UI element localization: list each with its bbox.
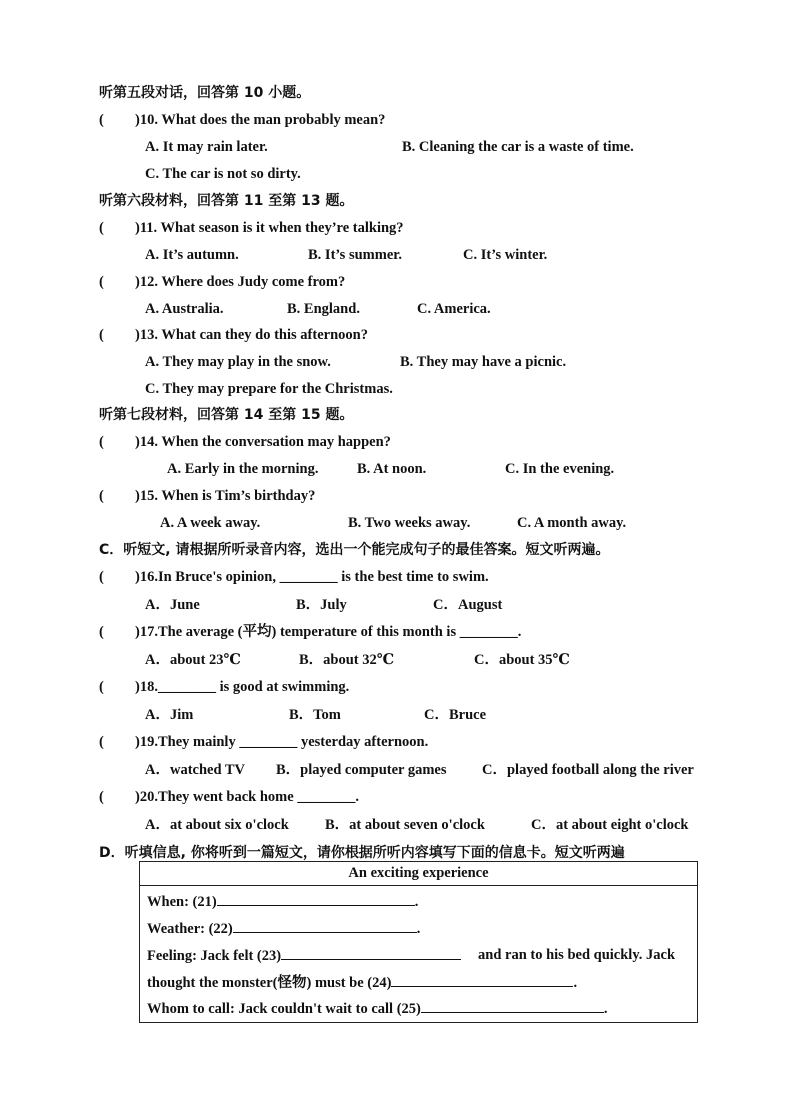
- when-label: When: (21): [147, 894, 217, 910]
- q17-option-b: B．about 32℃: [299, 652, 395, 668]
- q10-paren: (: [99, 112, 104, 128]
- q10-option-b: B. Cleaning the car is a waste of time.: [402, 139, 634, 155]
- q14-stem: )14. When the conversation may happen?: [135, 434, 391, 450]
- q16-option-b: B．July: [296, 597, 347, 613]
- feeling-line: [147, 945, 461, 966]
- q15-stem: )15. When is Tim’s birthday?: [135, 488, 316, 504]
- section-7-heading: 听第七段材料，回答第 14 至第 15 题。: [99, 407, 354, 423]
- part-d-heading: D．听填信息, 你将听到一篇短文，请你根据所听内容填写下面的信息卡。短文听两遍: [99, 845, 625, 861]
- monster-label: thought the monster(怪物) must be (24): [147, 975, 392, 991]
- q20-stem: )20.They went back home ________.: [135, 789, 359, 805]
- q17-option-c: C．about 35℃: [474, 652, 570, 668]
- info-card-title: An exciting experience: [140, 862, 697, 886]
- weather-label: Weather: (22): [147, 921, 233, 937]
- q17-option-a: A．about 23℃: [145, 652, 241, 668]
- q13-option-b: B. They may have a picnic.: [400, 354, 567, 370]
- q17-paren: (: [99, 624, 104, 640]
- q12-paren: (: [99, 274, 104, 290]
- monster-line: [147, 972, 577, 993]
- q11-stem: )11. What season is it when they’re talking?: [135, 220, 404, 236]
- q12-option-b: B. England.: [287, 301, 360, 317]
- call-period: .: [603, 1001, 608, 1017]
- q10-stem: )10. What does the man probably mean?: [135, 112, 386, 128]
- q11-option-c: C. It’s winter.: [463, 247, 548, 263]
- q16-paren: (: [99, 569, 104, 585]
- q17-stem: )17.The average (平均) temperature of this month is ________.: [135, 624, 522, 640]
- q11-option-a: A. It’s autumn.: [145, 247, 239, 263]
- q12-option-c: C. America.: [417, 301, 491, 317]
- when-period: .: [414, 894, 419, 910]
- q19-option-a: A．watched TV: [145, 762, 246, 778]
- q18-stem: )18.________ is good at swimming.: [135, 679, 350, 695]
- monster-period: .: [573, 975, 578, 991]
- q18-paren: (: [99, 679, 104, 695]
- q20-option-b: B．at about seven o'clock: [325, 817, 485, 833]
- q12-option-a: A. Australia.: [145, 301, 224, 317]
- q15-paren: (: [99, 488, 104, 504]
- when-line: [147, 891, 418, 912]
- blank-23[interactable]: [281, 945, 461, 960]
- q11-option-b: B. It’s summer.: [308, 247, 402, 263]
- q14-option-b: B. At noon.: [357, 461, 427, 477]
- part-c-heading: C．听短文, 请根据所听录音内容，选出一个能完成句子的最佳答案。短文听两遍。: [99, 542, 610, 558]
- q19-option-c: C．played football along the river: [482, 762, 694, 778]
- blank-21[interactable]: [217, 891, 415, 906]
- q19-stem: )19.They mainly ________ yesterday afternoon.: [135, 734, 429, 750]
- blank-25[interactable]: [421, 998, 604, 1013]
- q10-option-a: A. It may rain later.: [145, 139, 268, 155]
- feeling-label: Feeling: Jack felt (23): [147, 948, 282, 964]
- blank-24[interactable]: [391, 972, 573, 987]
- section-5-heading: 听第五段对话，回答第 10 小题。: [99, 85, 311, 101]
- q16-stem: )16.In Bruce's opinion, ________ is the best time to swim.: [135, 569, 489, 585]
- q14-option-c: C. In the evening.: [505, 461, 615, 477]
- q14-paren: (: [99, 434, 104, 450]
- q13-paren: (: [99, 327, 104, 343]
- q18-option-b: B．Tom: [289, 707, 341, 723]
- weather-period: .: [416, 921, 421, 937]
- feeling-continuation: and ran to his bed quickly. Jack: [478, 947, 676, 963]
- q16-option-a: A．June: [145, 597, 200, 613]
- q20-option-a: A．at about six o'clock: [145, 817, 289, 833]
- q18-option-a: A．Jim: [145, 707, 194, 723]
- q19-paren: (: [99, 734, 104, 750]
- weather-line: [147, 918, 420, 939]
- q13-stem: )13. What can they do this afternoon?: [135, 327, 368, 343]
- section-6-heading: 听第六段材料，回答第 11 至第 13 题。: [99, 193, 354, 209]
- q15-option-c: C. A month away.: [517, 515, 627, 531]
- q14-option-a: A. Early in the morning.: [167, 461, 319, 477]
- q11-paren: (: [99, 220, 104, 236]
- q13-option-a: A. They may play in the snow.: [145, 354, 331, 370]
- q13-option-c: C. They may prepare for the Christmas.: [145, 381, 393, 397]
- q16-option-c: C．August: [433, 597, 503, 613]
- q20-paren: (: [99, 789, 104, 805]
- q20-option-c: C．at about eight o'clock: [531, 817, 689, 833]
- q15-option-a: A. A week away.: [160, 515, 261, 531]
- q19-option-b: B．played computer games: [276, 762, 447, 778]
- call-line: [147, 998, 608, 1019]
- call-label: Whom to call: Jack couldn't wait to call (25): [147, 1001, 421, 1017]
- q18-option-c: C．Bruce: [424, 707, 487, 723]
- q12-stem: )12. Where does Judy come from?: [135, 274, 346, 290]
- q10-option-c: C. The car is not so dirty.: [145, 166, 301, 182]
- blank-22[interactable]: [233, 918, 417, 933]
- q15-option-b: B. Two weeks away.: [348, 515, 471, 531]
